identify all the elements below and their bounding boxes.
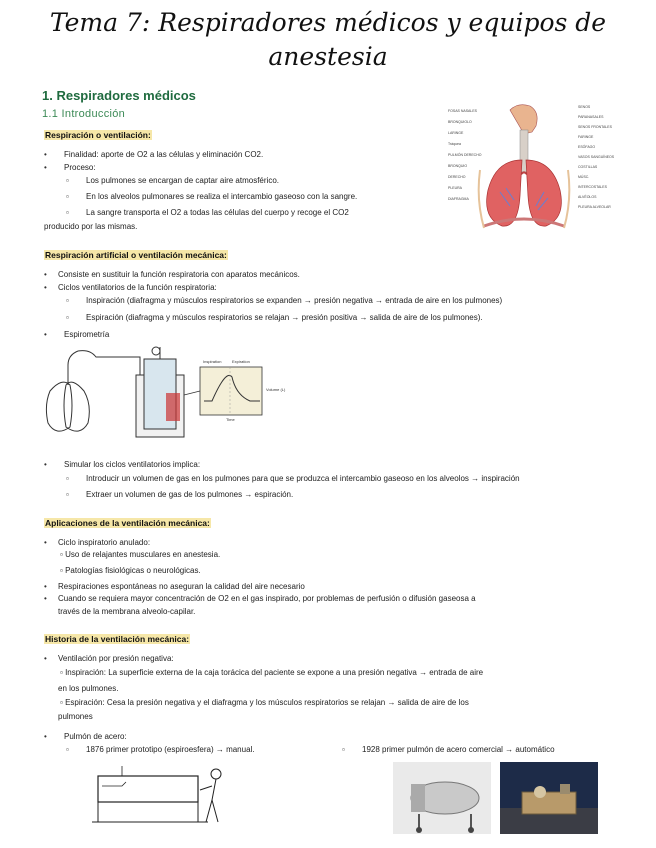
resp-heading: Respiración o ventilación: [45,130,151,140]
history-item: en los pulmones. [58,684,119,693]
museum-iron-lung-photo [500,762,598,834]
bullet-square: ▫ [66,313,69,322]
resp-item: Proceso: [64,163,96,172]
bullet-square: ▫ [66,490,69,499]
artificial-item: Consiste en sustituir la función respiratoria con aparatos mecánicos. [58,270,300,279]
spirometer-illustration [40,345,290,450]
anatomy-label-left: BRONQUIOLO [448,120,472,124]
bullet-square: ▫ [342,745,345,754]
artificial-item: Ciclos ventilatorios de la función respiratoria: [58,283,217,292]
bullet-square: ▫ [66,208,69,217]
respiratory-anatomy-illustration [448,100,616,240]
history-item: Pulmón de acero: [64,732,127,741]
spiro-label-volume: Volume (L) [266,387,286,392]
bullet-dot: • [44,654,47,663]
applications-item: Ciclo inspiratorio anulado: [58,538,151,547]
spirophore-sketch [82,760,242,828]
anatomy-label-left: BRONQUIO DERECHO [448,164,468,179]
anatomy-label-right: SENOS PARANASALES [578,105,604,119]
applications-item: ▫ Patologías fisiológicas o neurológicas. [60,566,201,575]
bullet-dot: • [44,460,47,469]
bullet-dot: • [44,283,47,292]
artificial-heading: Respiración artificial o ventilación mecánica: [45,250,227,260]
artificial-item: Espiración (diafragma y músculos respiratorios se relajan → presión positiva → salida de aire de los pulmones). [86,313,483,322]
iron-lung-photo [393,762,491,834]
anatomy-label-right: SENOS FRONTALES [578,125,612,129]
anatomy-label-left: DIAFRAGMA [448,197,469,201]
anatomy-label-left: PLEURA [448,186,463,190]
bullet-square: ▫ [66,176,69,185]
bullet-dot: • [44,150,47,159]
history-item: 1876 primer prototipo (espiroesfera) → manual. [86,745,255,754]
spiro-label-expiration: Expiration [232,359,250,364]
history-item: 1928 primer pulmón de acero comercial → automático [362,745,555,754]
section-heading: 1. Respiradores médicos [42,88,196,103]
resp-item: En los alveolos pulmonares se realiza el intercambio gaseoso con la sangre. [86,192,358,201]
page-title-line2: anestesia [268,42,388,71]
anatomy-label-right: MÚSC. INTERCOSTALES [578,175,607,189]
history-item: pulmones [58,712,93,721]
bullet-dot: • [44,538,47,547]
resp-item: La sangre transporta el O2 a todas las células del cuerpo y recoge el CO2 [86,208,349,217]
resp-item: Los pulmones se encargan de captar aire atmosférico. [86,176,279,185]
applications-item: Cuando se requiera mayor concentración de O2 en el gas inspirado, por problemas de perfusión o difusión gaseosa a [58,594,476,603]
bullet-square: ▫ [66,296,69,305]
page-title: Tema 7: Respiradores médicos y equipos de [49,8,607,37]
artificial-item: Espirometría [64,330,110,339]
applications-item: ▫ Uso de relajantes musculares en anestesia. [60,550,221,559]
spiro-label-inspiration: Inspiration [203,359,222,364]
bullet-dot: • [44,270,47,279]
anatomy-label-left: FOSAS NASALES [448,109,477,113]
resp-item: Finalidad: aporte de O2 a las células y eliminación CO2. [64,150,264,159]
simulate-item: Introducir un volumen de gas en los pulmones para que se produzca el intercambio gaseoso en los alveolos → inspiración [86,474,520,483]
subsection-heading: 1.1 Introducción [42,108,126,120]
resp-item: producido por las mismas. [44,222,138,231]
bullet-square: ▫ [66,745,69,754]
bullet-square: ▫ [66,474,69,483]
bullet-dot: • [44,594,47,603]
anatomy-label-right: ALVÉOLOS [578,195,597,199]
applications-item: través de la membrana alveolo-capilar. [58,607,196,616]
anatomy-label-right: ESÓFAGO [578,145,596,149]
anatomy-label-right: COSTILLAS [578,165,598,169]
spiro-label-time: Time [226,417,235,422]
anatomy-label-left: Tráquea [448,142,461,146]
anatomy-label-right: VASOS SANGUÍNEOS [578,155,615,159]
simulate-item: Simular los ciclos ventilatorios implica: [64,460,201,469]
applications-item: Respiraciones espontáneas no aseguran la calidad del aire necesario [58,582,305,591]
anatomy-label-right: FARINGE [578,135,594,139]
bullet-dot: • [44,330,47,339]
bullet-square: ▫ [66,192,69,201]
artificial-item: Inspiración (diafragma y músculos respiratorios se expanden → presión negativa → entrada de aire en los pulmones) [86,296,503,305]
history-heading: Historia de la ventilación mecánica: [45,634,190,644]
applications-heading: Aplicaciones de la ventilación mecánica: [45,518,210,528]
anatomy-label-right: PLEURA ALVEOLAR [578,205,611,209]
anatomy-label-left: PULMÓN DERECHO [448,153,482,157]
history-item: ▫ Espiración: Cesa la presión negativa y el diafragma y los músculos respiratorios se relajan → salida de aire de los [60,698,469,707]
history-item: Ventilación por presión negativa: [58,654,174,663]
anatomy-label-left: LARINGE [448,131,464,135]
bullet-dot: • [44,163,47,172]
bullet-dot: • [44,732,47,741]
simulate-item: Extraer un volumen de gas de los pulmones → espiración. [86,490,294,499]
history-item: ▫ Inspiración: La superficie externa de la caja torácica del paciente se expone a una presión negativa → entrada de aire [60,668,484,677]
bullet-dot: • [44,582,47,591]
